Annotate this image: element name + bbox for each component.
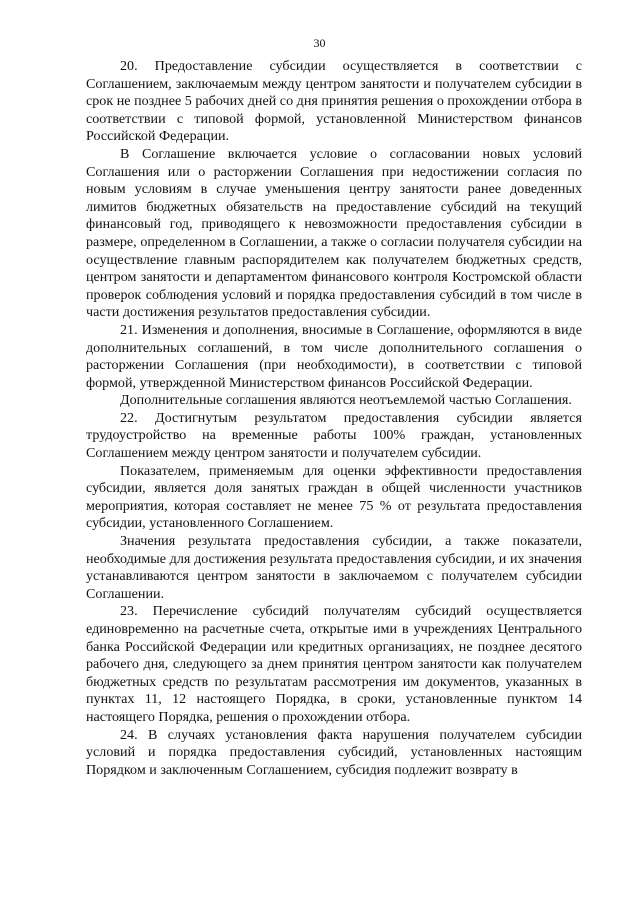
paragraph-21-amendments: 21. Изменения и дополнения, вносимые в Соглашение, оформляются в виде дополнительных соглашений, в том числе дополнительного соглашения о расторжении Соглашения (при необходимости), в соответствии с типовой формой, утвержденной Министерством финансов Российской Федерации.	[86, 321, 582, 391]
paragraph-efficiency-indicator: Показателем, применяемым для оценки эффективности предоставления субсидии, является доля занятых граждан в общей численности участников мероприятия, которая составляет не менее 75 % от результата предоставления субсидии, установленного Соглашением.	[86, 462, 582, 532]
paragraph-additional-agreements: Дополнительные соглашения являются неотъемлемой частью Соглашения.	[120, 392, 572, 409]
document-body	[86, 58, 582, 779]
paragraph-23-transfer: 23. Перечисление субсидий получателям субсидий осуществляется единовременно на расчетные счета, открытые ими в учреждениях Центрального банка Российской Федерации или кредитных организациях, не позднее десятого рабочего дня, следующего за днем принятия центром занятости как получателем бюджетных средств по результатам рассмотрения им документов, указанных в пунктах 11, 12 настоящего Порядка, в сроки, установленные пунктом 14 настоящего Порядка, решения о прохождении отбора.	[86, 603, 582, 725]
paragraph-22-result: 22. Достигнутым результатом предоставления субсидии является трудоустройство на временные работы 100% граждан, установленных Соглашением между центром занятости и получателем субсидии.	[86, 409, 582, 462]
paragraph-result-values: Значения результата предоставления субсидии, а также показатели, необходимые для достижения результата предоставления субсидии, и их значения устанавливаются центром занятости в заключаемом с получателем субсидии Соглашении.	[86, 533, 582, 602]
paragraph-20-agreement: 20. Предоставление субсидии осуществляется в соответствии с Соглашением, заключаемым между центром занятости и получателем субсидии в срок не позднее 5 рабочих дней со дня принятия решения о прохождении отбора в соответствии с типовой формой, установленной Министерством финансов Российской Федерации.	[86, 58, 582, 145]
paragraph-24-violations: 24. В случаях установления факта нарушения получателем субсидии условий и порядка предоставления субсидий, установленных настоящим Порядком и заключенным Соглашением, субсидия подлежит возврату в	[86, 726, 582, 778]
paragraph-agreement-conditions: В Соглашение включается условие о согласовании новых условий Соглашения или о расторжении Соглашения при недостижении согласия по новым условиям в случае уменьшения центру занятости ранее доведенных лимитов бюджетных обязательств на предоставление субсидий на текущий финансовый год, приводящего к невозможности предоставления субсидии в размере, определенном в Соглашении, а также о согласии получателя субсидии на осуществление главным распорядителем как получателем бюджетных средств, центром занятости и департаментом финансового контроля Костромской области проверок соблюдения условий и порядка предоставления субсидий в том числе в части достижения результатов предоставления субсидии.	[86, 145, 582, 321]
page-number: 30	[313, 36, 326, 50]
